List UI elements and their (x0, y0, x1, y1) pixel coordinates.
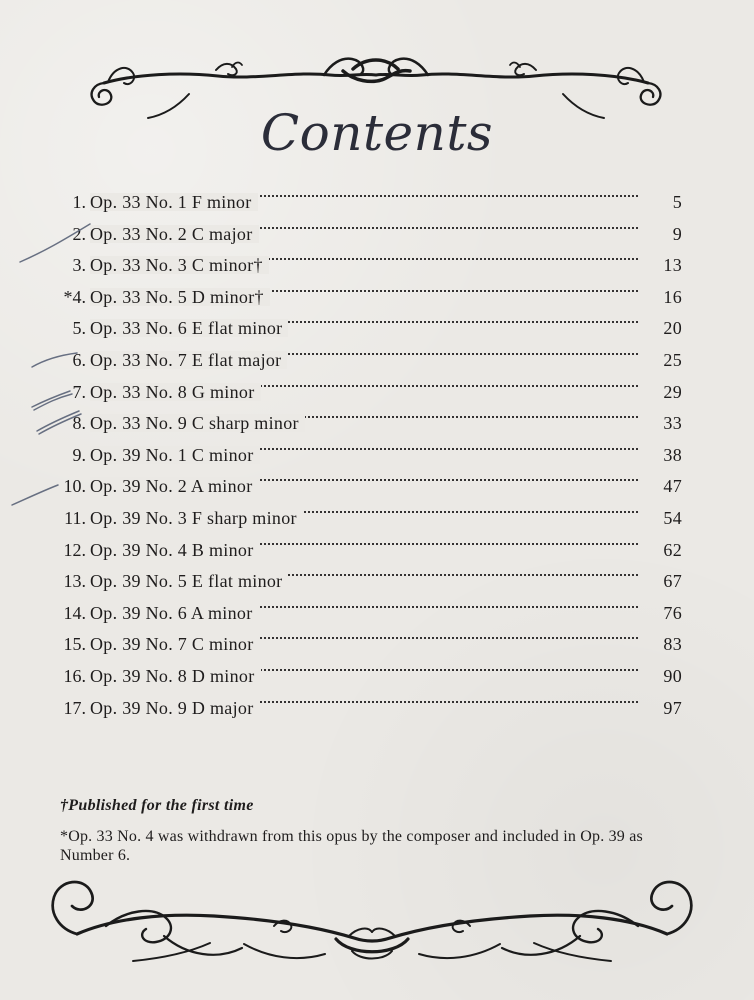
entry-title: Op. 39 No. 3 F sharp minor (90, 509, 303, 527)
entry-page: 20 (663, 318, 682, 339)
leader-dots (240, 321, 638, 323)
page-title: Contents (260, 104, 494, 162)
leader-dots (240, 353, 638, 355)
leader-dots (240, 258, 638, 260)
toc-row (56, 469, 682, 501)
toc-row (56, 248, 682, 280)
footnote-first-time: †Published for the first time (60, 797, 254, 814)
entry-title: Op. 33 No. 1 F minor (90, 193, 258, 211)
entry-page: 83 (663, 634, 682, 655)
entry-title: Op. 39 No. 7 C minor (90, 635, 260, 653)
entry-number: 11. (64, 507, 86, 528)
entry-number: 3. (72, 255, 86, 276)
contents-list (56, 185, 682, 722)
entry-page: 67 (663, 571, 682, 592)
entry-title: Op. 33 No. 5 D minor† (90, 288, 270, 306)
entry-number: 10. (63, 476, 86, 497)
leader-dots (240, 227, 638, 229)
toc-row (56, 533, 682, 565)
entry-number: 12. (63, 539, 86, 560)
entry-title: Op. 39 No. 1 C minor (90, 446, 260, 464)
entry-number: 16. (63, 665, 86, 686)
toc-row (56, 438, 682, 470)
entry-page: 5 (672, 192, 682, 212)
toc-row (56, 659, 682, 691)
entry-page: 16 (663, 286, 682, 307)
entry-title: Op. 39 No. 4 B minor (90, 541, 260, 559)
toc-row (56, 343, 682, 375)
entry-number: 7. (72, 381, 86, 402)
footnote-withdrawn: *Op. 33 No. 4 was withdrawn from this opus by the composer and included in Op. 39 as Number 6. (60, 828, 643, 864)
toc-row (56, 280, 682, 312)
entry-title: Op. 33 No. 8 G minor (90, 383, 261, 401)
entry-title: Op. 33 No. 7 E flat major (90, 351, 287, 369)
entry-title: Op. 33 No. 6 E flat minor (90, 319, 288, 337)
entry-number: 17. (63, 697, 86, 718)
entry-title: Op. 39 No. 9 D major (90, 699, 259, 717)
entry-number: 2. (72, 223, 86, 244)
entry-title: Op. 39 No. 6 A minor (90, 604, 259, 622)
leader-dots (240, 606, 638, 608)
entry-title: Op. 39 No. 8 D minor (90, 667, 261, 685)
entry-page: 54 (663, 507, 682, 528)
entry-page: 38 (663, 444, 682, 465)
entry-page: 9 (672, 223, 682, 244)
entry-page: 29 (663, 381, 682, 402)
entry-number: *4. (63, 286, 86, 307)
leader-dots (240, 195, 638, 197)
entry-number: 14. (63, 602, 86, 623)
entry-number: 9. (72, 444, 86, 465)
toc-row (56, 406, 682, 438)
toc-row (56, 217, 682, 249)
entry-title: Op. 33 No. 9 C sharp minor (90, 414, 305, 432)
leader-dots (240, 669, 638, 671)
entry-page: 13 (663, 255, 682, 276)
entry-title: Op. 33 No. 2 C major (90, 225, 259, 243)
entry-page: 62 (663, 539, 682, 560)
bottom-flourish-ornament (44, 868, 704, 973)
entry-page: 97 (663, 697, 682, 718)
entry-page: 25 (663, 349, 682, 370)
leader-dots (240, 385, 638, 387)
entry-number: 15. (63, 634, 86, 655)
entry-title: Op. 39 No. 5 E flat minor (90, 572, 288, 590)
leader-dots (240, 637, 638, 639)
leader-dots (240, 701, 638, 703)
toc-row (56, 185, 682, 217)
toc-row (56, 691, 682, 723)
entry-number: 8. (72, 413, 86, 434)
entry-title: Op. 33 No. 3 C minor† (90, 256, 269, 274)
toc-row (56, 596, 682, 628)
toc-row (56, 311, 682, 343)
leader-dots (240, 574, 638, 576)
leader-dots (240, 543, 638, 545)
entry-number: 1. (72, 192, 86, 212)
entry-number: 6. (72, 349, 86, 370)
toc-row (56, 627, 682, 659)
toc-row (56, 564, 682, 596)
toc-row (56, 501, 682, 533)
entry-number: 5. (72, 318, 86, 339)
entry-page: 33 (663, 413, 682, 434)
entry-page: 47 (663, 476, 682, 497)
leader-dots (240, 479, 638, 481)
entry-page: 76 (663, 602, 682, 623)
leader-dots (240, 290, 638, 292)
entry-number: 13. (63, 571, 86, 592)
toc-row (56, 375, 682, 407)
entry-title: Op. 39 No. 2 A minor (90, 477, 259, 495)
entry-page: 90 (663, 665, 682, 686)
leader-dots (240, 448, 638, 450)
